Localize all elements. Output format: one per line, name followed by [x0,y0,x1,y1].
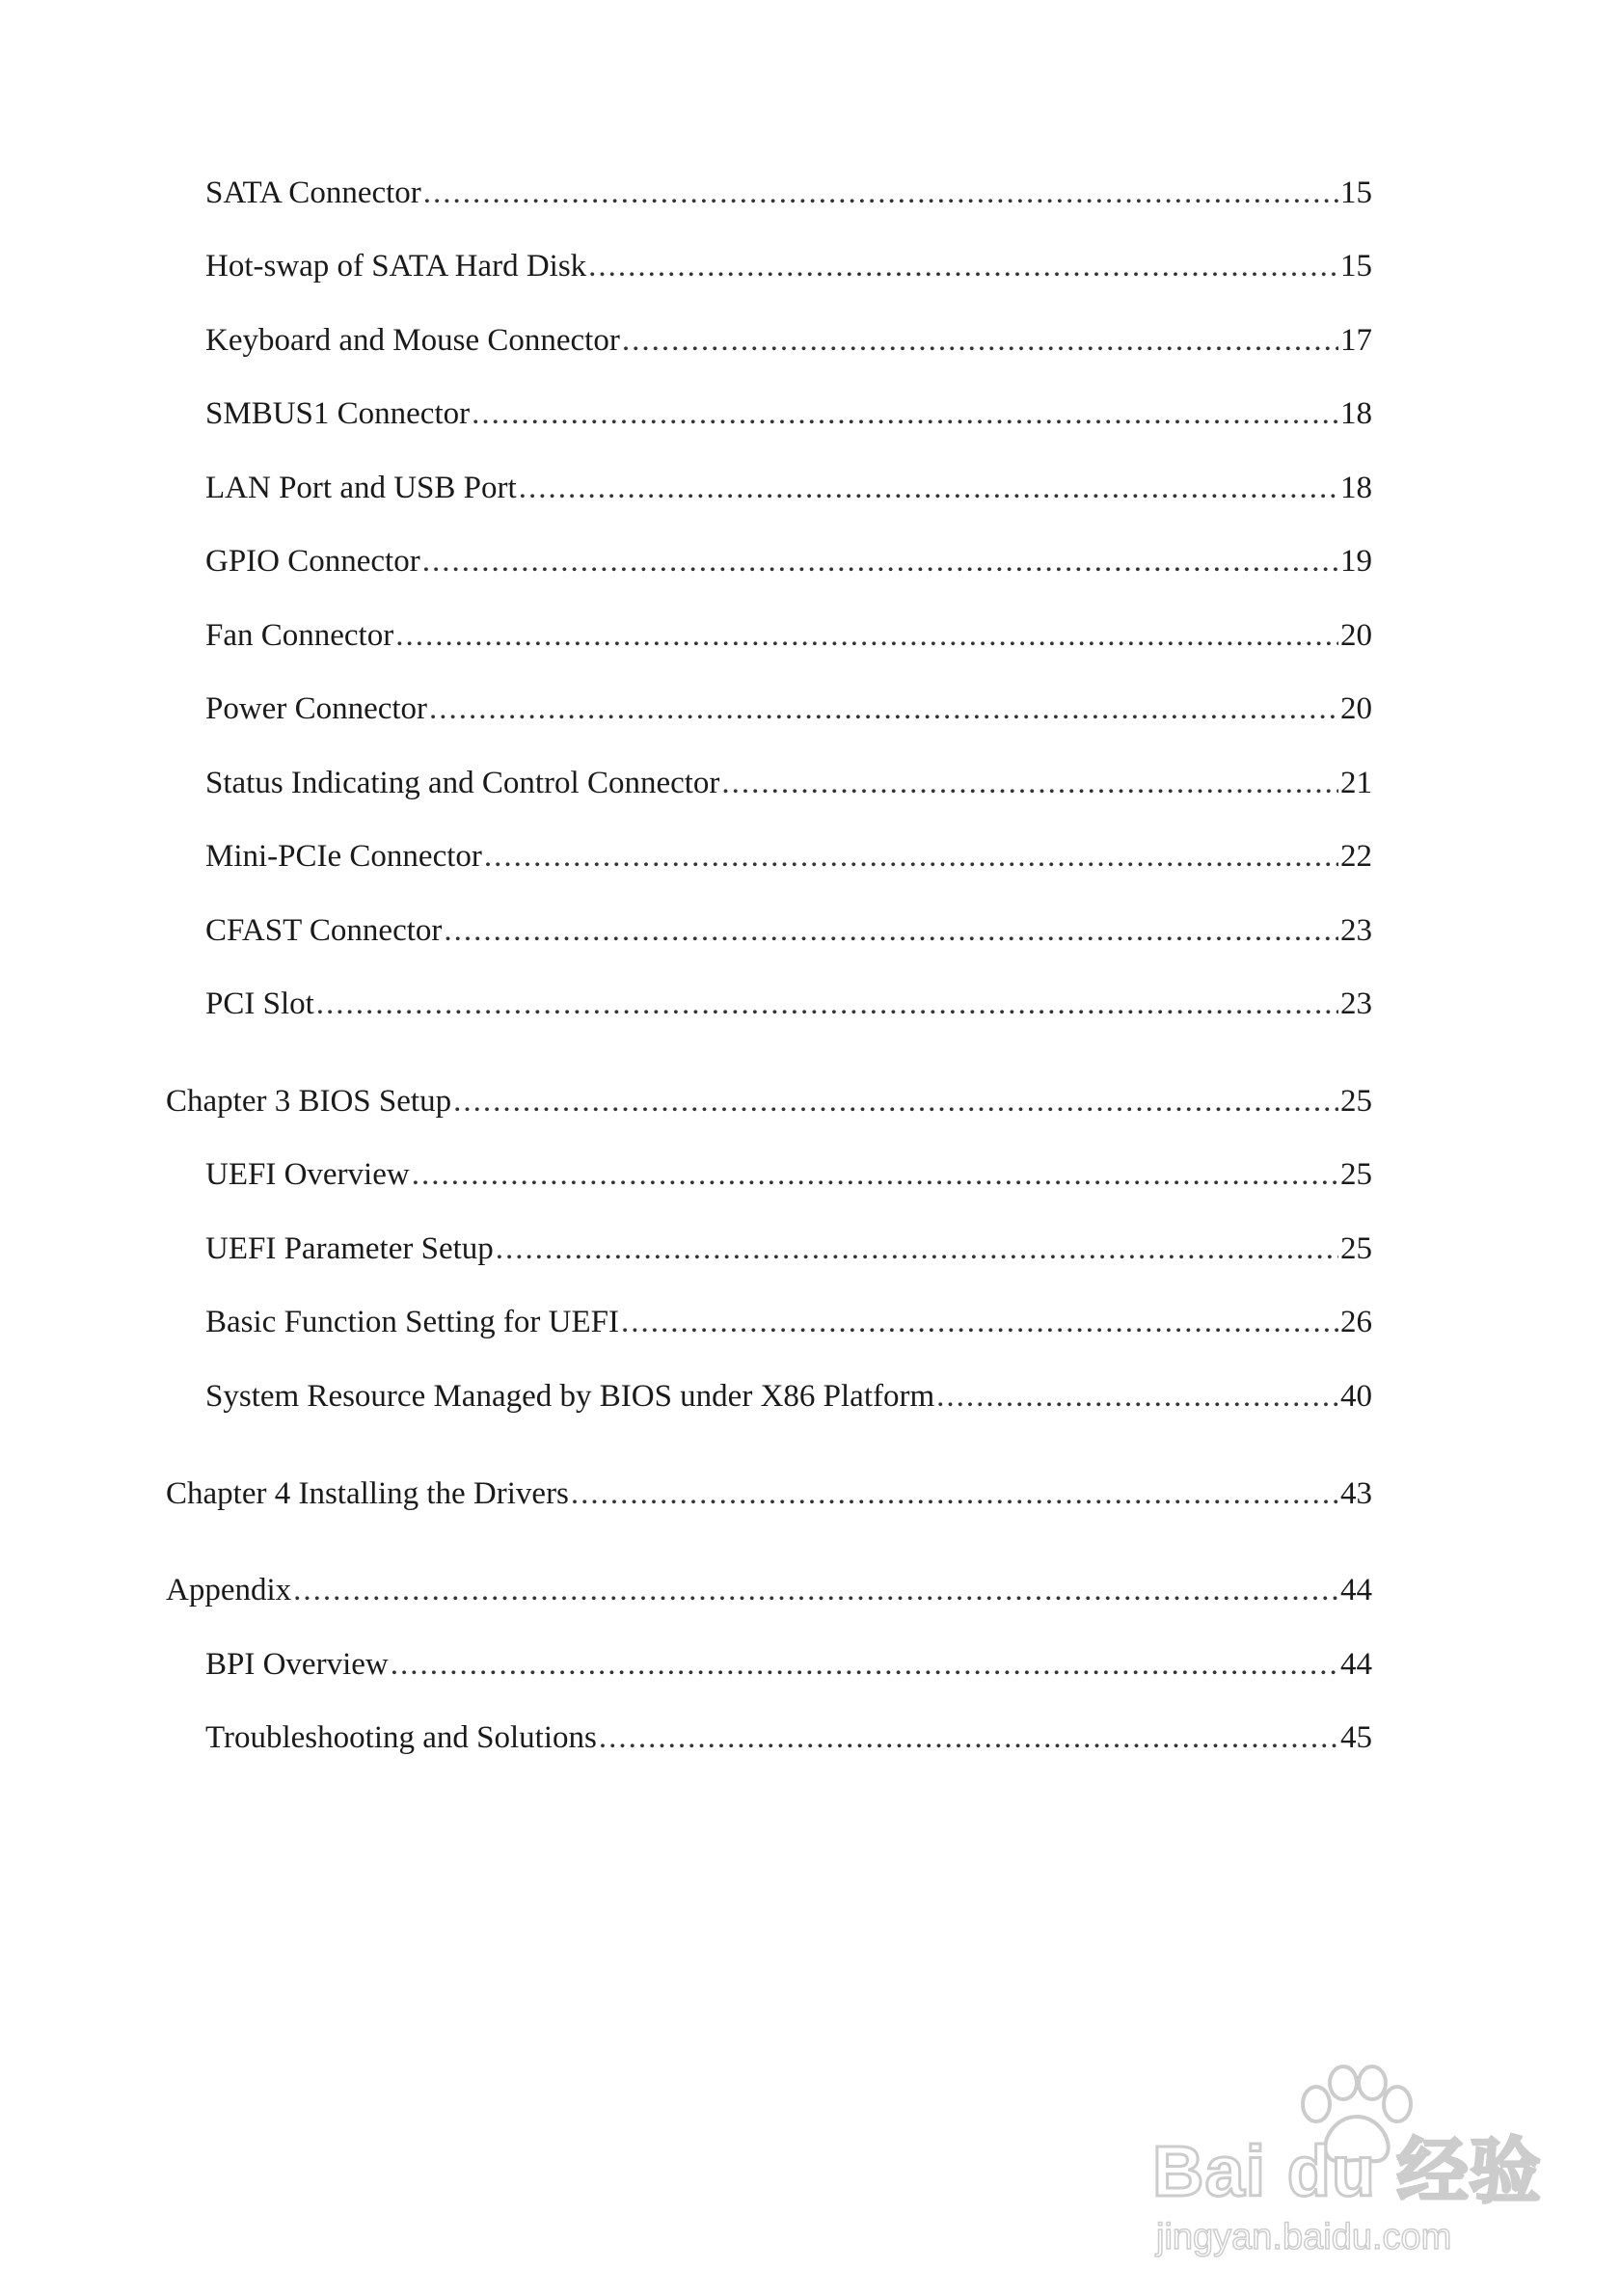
dot-leader [496,1229,1338,1268]
toc-entry-title: Chapter 4 Installing the Drivers [166,1476,569,1511]
toc-entry-title: Hot-swap of SATA Hard Disk [205,249,587,284]
toc-entry-page: 40 [1340,1379,1372,1414]
toc-entry-page: 19 [1340,544,1372,579]
toc-entry-title: Troubleshooting and Solutions [205,1720,597,1755]
toc-entry-title: Basic Function Setting for UEFI [205,1305,619,1339]
toc-entry-title: Mini-PCIe Connector [205,839,482,874]
toc-entry-title: SMBUS1 Connector [205,396,471,431]
dot-leader [423,174,1338,212]
toc-entry[interactable] [205,1303,1372,1341]
dot-leader [316,985,1338,1023]
toc-entry[interactable] [205,542,1372,581]
toc-entry-page: 44 [1340,1573,1372,1607]
toc-entry[interactable] [205,174,1372,212]
dot-leader [293,1571,1338,1609]
toc-entry-title: Fan Connector [205,618,394,653]
dot-leader [622,321,1338,360]
watermark-url-text: jingyan.baidu.com [1156,2217,1452,2257]
dot-leader [444,911,1338,950]
toc-entry[interactable] [205,394,1372,433]
dot-leader [395,616,1338,655]
toc-entry-page: 15 [1340,176,1372,210]
toc-entry-title: CFAST Connector [205,913,443,948]
toc-entry-page: 44 [1340,1647,1372,1682]
toc-entry-title: System Resource Managed by BIOS under X86 Platform [205,1379,935,1414]
toc-entry[interactable] [205,1645,1372,1684]
toc-entry-title: SATA Connector [205,176,421,210]
toc-entry[interactable] [205,689,1372,728]
dot-leader [621,1303,1338,1341]
toc-entry-title: Chapter 3 BIOS Setup [166,1084,452,1119]
dot-leader [422,542,1338,581]
toc-entry-page: 18 [1340,396,1372,431]
dot-leader [599,1718,1338,1757]
toc-entry[interactable] [205,1155,1372,1194]
toc-entry-page: 20 [1340,691,1372,726]
toc-entry-page: 25 [1340,1084,1372,1119]
dot-leader [519,469,1338,507]
toc-entry-title: Status Indicating and Control Connector [205,766,720,800]
dot-leader [721,764,1338,802]
toc-chapter-entry[interactable] [166,1082,1372,1121]
toc-entry-page: 23 [1340,986,1372,1021]
toc-entry[interactable] [205,837,1372,876]
toc-entry-page: 45 [1340,1720,1372,1755]
toc-entry-page: 25 [1340,1231,1372,1266]
toc-entry-page: 17 [1340,323,1372,358]
toc-entry-title: Appendix [166,1573,292,1607]
toc-entry-title: BPI Overview [205,1647,389,1682]
toc-entry-page: 25 [1340,1157,1372,1192]
toc-entry-title: GPIO Connector [205,544,420,579]
toc-entry[interactable] [205,321,1372,360]
toc-entry-page: 20 [1340,618,1372,653]
toc-entry[interactable] [205,911,1372,950]
toc-entry-page: 21 [1340,766,1372,800]
toc-chapter-entry[interactable] [166,1571,1372,1609]
dot-leader [453,1082,1338,1121]
toc-chapter-entry[interactable] [166,1474,1372,1513]
toc-entry[interactable] [205,985,1372,1023]
toc-entry-page: 22 [1340,839,1372,874]
dot-leader [429,689,1338,728]
toc-entry-page: 18 [1340,471,1372,505]
toc-entry-title: Keyboard and Mouse Connector [205,323,620,358]
dot-leader [472,394,1338,433]
dot-leader [484,837,1338,876]
dot-leader [412,1155,1338,1194]
toc-entry-title: UEFI Parameter Setup [205,1231,494,1266]
dot-leader [391,1645,1338,1684]
watermark-logo-text: Bai du 经验 [1152,2131,1542,2211]
baidu-jingyan-watermark [1152,2064,1557,2256]
toc-entry-page: 15 [1340,249,1372,284]
toc-entry-page: 23 [1340,913,1372,948]
toc-entry-title: LAN Port and USB Port [205,471,517,505]
toc-entry[interactable] [205,469,1372,507]
dot-leader [571,1474,1338,1513]
toc-entry-page: 26 [1340,1305,1372,1339]
toc-entry-title: UEFI Overview [205,1157,410,1192]
dot-leader [936,1377,1338,1416]
toc-entry[interactable] [205,764,1372,802]
toc-entry[interactable] [205,1718,1372,1757]
toc-entry[interactable] [205,1377,1372,1416]
toc-entry-page: 43 [1340,1476,1372,1511]
toc-entry-title: PCI Slot [205,986,314,1021]
dot-leader [588,247,1338,285]
toc-entry-title: Power Connector [205,691,428,726]
toc-entry[interactable] [205,1229,1372,1268]
toc-entry[interactable] [205,247,1372,285]
toc-entry[interactable] [205,616,1372,655]
